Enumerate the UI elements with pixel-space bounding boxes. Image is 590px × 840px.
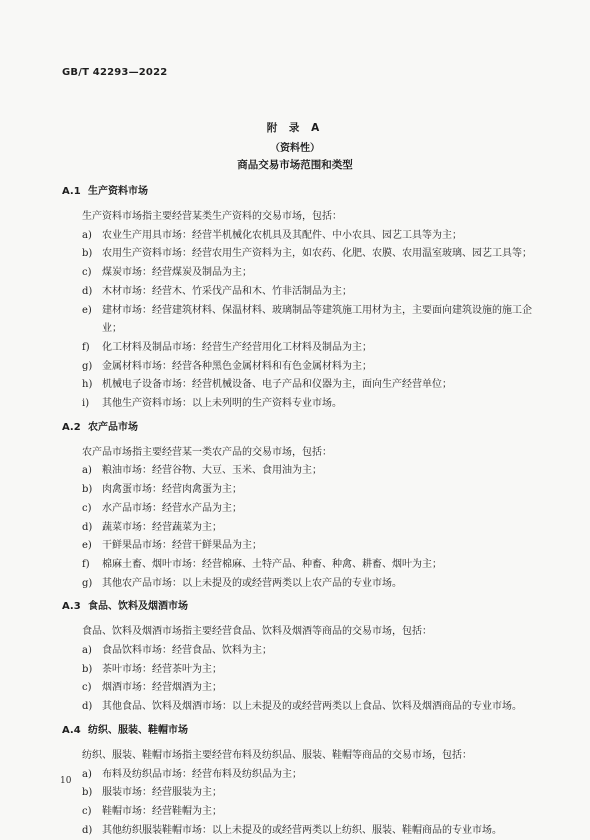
item-letter: f) (82, 558, 90, 570)
item-letter: b) (82, 787, 93, 799)
item-letter: a) (82, 465, 92, 477)
section-a2 (62, 420, 542, 594)
item-text: 化工材料及制品市场：经营生产经营用化工材料及制品为主； (102, 341, 372, 353)
item-letter: d) (82, 521, 93, 533)
section-heading (62, 184, 542, 200)
appendix-type: （资料性） (270, 143, 320, 154)
item-text: 农用生产资料市场：经营农用生产资料为主，如农药、化肥、农膜、农用温室玻璃、园艺工具等； (102, 248, 532, 260)
list-item (62, 642, 542, 661)
section-a1 (62, 184, 542, 414)
item-letter: b) (82, 248, 93, 260)
section-number: A.3 (62, 601, 81, 613)
list-item (62, 358, 542, 377)
item-text: 鞋帽市场：经营鞋帽为主； (102, 805, 222, 817)
list-item (62, 481, 542, 500)
section-intro: 纺织、服装、鞋帽市场指主要经营布料及纺织品、服装、鞋帽等商品的交易市场，包括： (82, 749, 472, 761)
item-text: 农业生产用具市场：经营半机械化农机具及其配件、中小农具、园艺工具等为主； (102, 229, 462, 241)
item-text: 食品饮料市场：经营食品、饮料为主； (102, 645, 272, 657)
list-item (62, 575, 542, 594)
item-text: 其他生产资料市场：以上未列明的生产资料专业市场。 (102, 398, 342, 410)
page-number: 10 (60, 776, 72, 786)
item-letter: d) (82, 701, 93, 713)
item-letter: a) (82, 645, 92, 657)
list-item (62, 376, 542, 395)
list-item (62, 462, 542, 481)
list-item (62, 245, 542, 264)
item-letter: e) (82, 540, 92, 552)
appendix-title: 附 录 A (266, 122, 324, 134)
item-letter: g) (82, 360, 93, 372)
list-item (62, 264, 542, 283)
list-item (62, 537, 542, 556)
item-letter: c) (82, 267, 92, 279)
item-text: 其他食品、饮料及烟酒市场：以上未提及的或经营两类以上食品、饮料及烟酒商品的专业市场。 (102, 701, 522, 713)
list-item (62, 661, 542, 680)
section-title: 纺织、服装、鞋帽市场 (88, 724, 188, 736)
item-text: 木材市场：经营木、竹采伐产品和木、竹非活制品为主； (102, 285, 352, 297)
section-title: 生产资料市场 (88, 186, 148, 197)
item-text: 机械电子设备市场：经营机械设备、电子产品和仪器为主，面向生产经营单位； (102, 379, 452, 391)
section-heading (62, 420, 542, 436)
item-text: 蔬菜市场：经营蔬菜为主； (102, 521, 222, 533)
item-text: 水产品市场：经营水产品为主； (102, 502, 242, 514)
item-letter: a) (82, 768, 92, 780)
item-text: 煤炭市场：经营煤炭及制品为主； (102, 267, 252, 279)
list-item (62, 339, 542, 358)
item-text: 其他纺织服装鞋帽市场：以上未提及的或经营两类以上纺织、服装、鞋帽商品的专业市场。 (102, 824, 502, 836)
item-text: 粮油市场：经营谷物、大豆、玉米、食用油为主； (102, 465, 322, 477)
item-text: 建材市场：经营建筑材料、保温材料、玻璃制品等建筑施工用材为主，主要面向建筑设施的施工企业； (102, 304, 532, 335)
item-text: 其他农产品市场：以上未提及的或经营两类以上农产品的专业市场。 (102, 577, 402, 589)
section-number: A.4 (62, 724, 81, 736)
list-item (62, 519, 542, 538)
item-letter: i) (82, 398, 90, 410)
list-item (62, 556, 542, 575)
section-a4 (62, 723, 542, 840)
appendix-subtitle: 商品交易市场范围和类型 (237, 159, 353, 171)
section-intro: 生产资料市场指主要经营某类生产资料的交易市场，包括： (82, 211, 342, 222)
list-item (62, 784, 542, 803)
item-text: 干鲜果品市场：经营干鲜果品为主； (102, 540, 262, 552)
item-text: 茶叶市场：经营茶叶为主； (102, 663, 222, 675)
section-intro: 食品、饮料及烟酒市场指主要经营食品、饮料及烟酒等商品的交易市场，包括： (82, 626, 432, 638)
standard-code: GB/T 42293—2022 (62, 67, 168, 78)
list-item (62, 500, 542, 519)
list-item (62, 283, 542, 302)
appendix-heading (0, 120, 590, 172)
item-letter: b) (82, 663, 93, 675)
list-item (62, 766, 542, 785)
section-title: 农产品市场 (88, 421, 138, 433)
list-item (62, 803, 542, 822)
section-a3 (62, 599, 542, 717)
item-letter: h) (82, 379, 93, 391)
item-letter: a) (82, 229, 92, 241)
list-item (62, 698, 542, 717)
item-letter: f) (82, 341, 90, 353)
section-intro: 农产品市场指主要经营某一类农产品的交易市场，包括： (82, 446, 332, 458)
item-letter: c) (82, 682, 92, 694)
list-item (62, 679, 542, 698)
item-text: 金属材料市场：经营各种黑色金属材料和有色金属材料为主； (102, 360, 372, 372)
item-text: 肉禽蛋市场：经营肉禽蛋为主； (102, 484, 242, 496)
item-letter: b) (82, 484, 93, 496)
item-text: 棉麻土畜、烟叶市场：经营棉麻、土特产品、种畜、种禽、耕畜、烟叶为主； (102, 558, 442, 570)
item-text: 布料及纺织品市场：经营布料及纺织品为主； (102, 768, 302, 780)
section-heading (62, 723, 542, 739)
section-number: A.1 (62, 186, 81, 197)
section-heading (62, 599, 542, 615)
item-text: 服装市场：经营服装为主； (102, 787, 222, 799)
item-letter: g) (82, 577, 93, 589)
section-title: 食品、饮料及烟酒市场 (88, 601, 188, 613)
item-letter: d) (82, 824, 93, 836)
document-body (62, 184, 542, 840)
item-text: 烟酒市场：经营烟酒为主； (102, 682, 222, 694)
list-item (62, 227, 542, 246)
list-item (62, 395, 542, 414)
section-number: A.2 (62, 421, 81, 433)
item-letter: c) (82, 502, 92, 514)
item-letter: c) (82, 805, 92, 817)
list-item (62, 302, 542, 339)
item-letter: e) (82, 304, 92, 316)
item-letter: d) (82, 285, 93, 297)
list-item (62, 822, 542, 840)
